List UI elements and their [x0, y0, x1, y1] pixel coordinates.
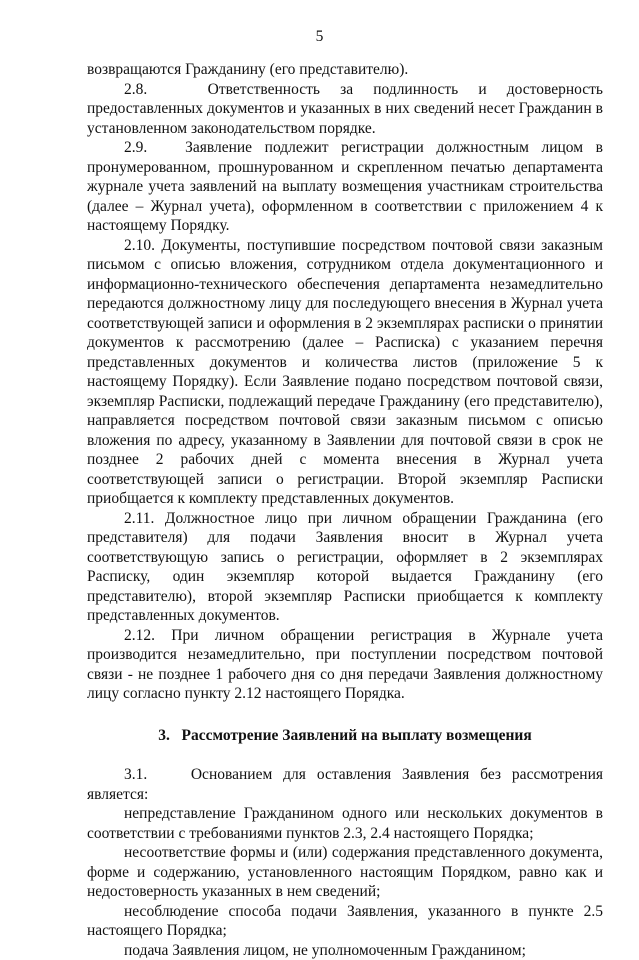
paragraph-2-8: 2.8. Ответственность за подлинность и достоверность предоставленных документов и указанных в них сведений несет Гражданин в установленном законодательством порядке.: [87, 80, 603, 139]
document-body: [87, 60, 603, 960]
list-item: несоответствие формы и (или) содержания представленного документа, форме и содержанию, установленного настоящим Порядком, равно как и недостоверность указанных в нем сведений;: [87, 843, 603, 902]
paragraph-2-12: 2.12. При личном обращении регистрация в Журнале учета производится незамедлительно, при поступлении посредством почтовой связи - не позднее 1 рабочего дня со дня передачи Заявления должностному лицу согласно пункту 2.12 настоящего Порядка.: [87, 626, 603, 704]
paragraph-continuation: возвращаются Гражданину (его представителю).: [87, 60, 603, 80]
list-item: несоблюдение способа подачи Заявления, указанного в пункте 2.5 настоящего Порядка;: [87, 902, 603, 941]
paragraph-3-1: 3.1. Основанием для оставления Заявления без рассмотрения является:: [87, 765, 603, 804]
list-item: непредставление Гражданином одного или нескольких документов в соответствии с требованиями пунктов 2.3, 2.4 настоящего Порядка;: [87, 804, 603, 843]
paragraph-2-11: 2.11. Должностное лицо при личном обращении Гражданина (его представителя) для подачи Заявления вносит в Журнал учета соответствующую запись о регистрации, оформляет в 2 экземплярах Расписку, один экземпляр которой выдается Гражданину (его представителю), второй экземпляр Расписки приобщается к комплекту представленных документов.: [87, 509, 603, 626]
paragraph-2-9: 2.9. Заявление подлежит регистрации должностным лицом в пронумерованном, прошнурованном и скрепленном печатью департамента журнале учета заявлений на выплату возмещения участникам строительства (далее – Журнал учета), оформленном в соответствии с приложением 4 к настоящему Порядку.: [87, 138, 603, 236]
paragraph-2-10: 2.10. Документы, поступившие посредством почтовой связи заказным письмом с описью вложения, сотрудником отдела документационного и информационно-технического обеспечения департамента незамедлительно передаются должностному лицу для последующего внесения в Журнал учета соответствующей записи и оформления в 2 экземплярах расписки о принятии документов к рассмотрению (далее – Расписка) с указанием перечня представленных документов и количества листов (приложение 5 к настоящему Порядку). Если Заявление подано посредством почтовой связи, экземпляр Расписки, подлежащий передаче Гражданину (его представителю), направляется посредством почтовой связи заказным письмом с описью вложения по адресу, указанному в Заявлении для почтовой связи в срок не позднее 2 рабочих дней с момента внесения в Журнал учета соответствующей записи о регистрации. Второй экземпляр Расписки приобщается к комплекту представленных документов.: [87, 236, 603, 509]
list-item: подача Заявления лицом, не уполномоченным Гражданином;: [87, 941, 603, 960]
page-number: 5: [0, 28, 639, 46]
section-heading: 3. Рассмотрение Заявлений на выплату возмещения: [87, 726, 603, 746]
